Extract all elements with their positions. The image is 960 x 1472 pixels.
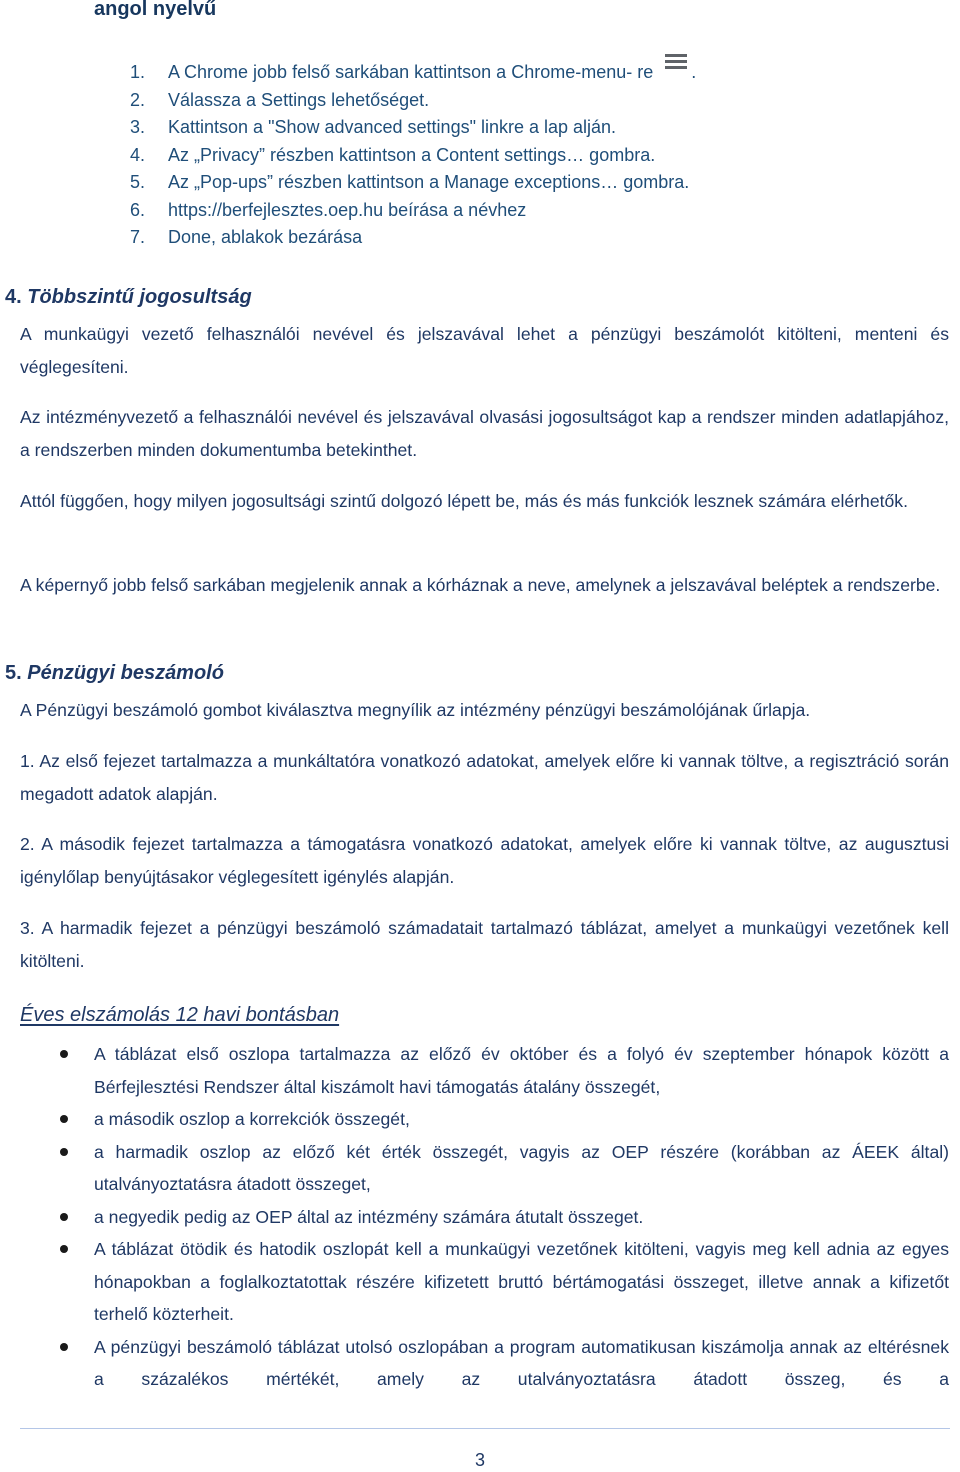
bullet-icon — [60, 1245, 68, 1253]
heading-fragment: angol nyelvű — [94, 0, 217, 20]
bullet-icon — [60, 1148, 68, 1156]
step-text: A Chrome jobb felső sarkában kattintson a Chrome-menu- re — [168, 62, 654, 82]
step-number: 1. — [130, 62, 146, 82]
paragraph: Az intézményvezető a felhasználói nevével és jelszavával olvasási jogosultságot kap a rendszer minden adatlapjához, a rendszerben minden dokumentumba betekinthet. — [20, 407, 949, 460]
paragraph: A Pénzügyi beszámoló gombot kiválasztva megnyílik az intézmény pénzügyi beszámolójának űrlapja. — [20, 700, 811, 720]
bullet-text: a negyedik pedig az OEP által az intézmény számára átutalt összeget. — [94, 1206, 644, 1227]
bullet-text: a harmadik oszlop az előző két érték összegét, vagyis az OEP részére (korábban az ÁEEK által) utalványoztatásra átadott összeget, — [94, 1141, 949, 1194]
bullet-text: A pénzügyi beszámoló táblázat utolsó oszlopában a program automatikusan kiszámolja annak az eltérésnek a százalékos mértékét, amely az utalványoztatásra átadott összeg, és a — [94, 1336, 949, 1389]
subsection-title: Éves elszámolás 12 havi bontásban — [20, 1004, 340, 1026]
step-number: 4. — [130, 144, 146, 165]
step-text: Done, ablakok bezárása — [168, 227, 363, 247]
section-title: Többszintű jogosultság — [27, 286, 252, 308]
step-text: Kattintson a "Show advanced settings" linkre a lap alján. — [168, 117, 617, 137]
step-item — [130, 117, 830, 145]
section-5-heading — [5, 662, 224, 685]
step-item — [130, 145, 830, 173]
footer-divider — [20, 1428, 950, 1429]
bullet-icon — [60, 1213, 68, 1221]
bullet-icon — [60, 1050, 68, 1058]
numbered-paragraph: 1. Az első fejezet tartalmazza a munkáltatóra vonatkozó adatokat, amelyek előre ki vannak töltve, a regisztráció során megadott adatok alapján. — [20, 751, 949, 804]
paragraph: Attól függően, hogy milyen jogosultsági szintű dolgozó lépett be, más és más funkciók lesznek számára elérhetők. — [20, 491, 908, 511]
section-title: Pénzügyi beszámoló — [27, 662, 224, 684]
step-number: 2. — [130, 89, 146, 110]
paragraph: A képernyő jobb felső sarkában megjelenik annak a kórháznak a neve, amelynek a jelszavával beléptek a rendszerbe. — [20, 575, 941, 595]
bullet-item — [0, 1233, 949, 1331]
bullet-item — [0, 1038, 949, 1103]
step-text: Az „Privacy” részben kattintson a Content settings… gombra. — [168, 144, 656, 165]
bullet-text: A táblázat ötödik és hatodik oszlopát kell a munkaügyi vezetőnek kitölteni, vagyis meg kell adnia az egyes hónapokban a foglalkoztatottak részére kifizetett bruttó bértámogatási összeget, illetve annak a kifizetőt terhelő közterheit. — [94, 1239, 949, 1324]
step-number: 6. — [130, 199, 146, 220]
bullet-item — [0, 1201, 949, 1234]
step-item — [130, 62, 830, 90]
bullet-text: a második oszlop a korrekciók összegét, — [94, 1109, 410, 1129]
section-4-heading — [5, 286, 252, 309]
step-number: 7. — [130, 227, 146, 247]
step-item — [130, 227, 830, 255]
page-number: 3 — [474, 1450, 485, 1470]
step-item — [130, 90, 830, 118]
bullet-text: A táblázat első oszlopa tartalmazza az előző év október és a folyó év szeptember hónapok között a Bérfejlesztési Rendszer által kiszámolt havi támogatás átalány összegét, — [94, 1044, 949, 1097]
step-number: 5. — [130, 172, 146, 192]
step-suffix: . — [691, 62, 697, 82]
hamburger-menu-icon — [665, 54, 687, 70]
bullet-list — [0, 1038, 960, 1396]
step-text: Válassza a Settings lehetőséget. — [168, 89, 430, 110]
step-item — [130, 172, 830, 200]
bullet-icon — [60, 1343, 68, 1351]
numbered-paragraph: 2. A második fejezet tartalmazza a támogatásra vonatkozó adatokat, amelyek előre ki vannak töltve, az augusztusi igénylőlap benyújtásakor véglegesített igénylés alapján. — [20, 834, 949, 887]
step-number: 3. — [130, 117, 146, 137]
chrome-steps-list — [130, 62, 830, 255]
bullet-item — [0, 1331, 949, 1396]
paragraph: A munkaügyi vezető felhasználói nevével és jelszavával lehet a pénzügyi beszámolót kitölteni, menteni és véglegesíteni. — [20, 324, 949, 377]
step-text: Az „Pop-ups” részben kattintson a Manage exceptions… gombra. — [168, 172, 690, 192]
step-item — [130, 200, 830, 228]
section-number: 5. — [5, 662, 22, 684]
numbered-paragraph: 3. A harmadik fejezet a pénzügyi beszámoló számadatait tartalmazó táblázat, amelyet a munkaügyi vezetőnek kell kitölteni. — [20, 918, 949, 971]
bullet-icon — [60, 1115, 68, 1123]
section-number: 4. — [5, 286, 22, 308]
bullet-item — [0, 1103, 949, 1136]
bullet-item — [0, 1136, 949, 1201]
step-text: https://berfejlesztes.oep.hu beírása a névhez — [168, 199, 527, 220]
